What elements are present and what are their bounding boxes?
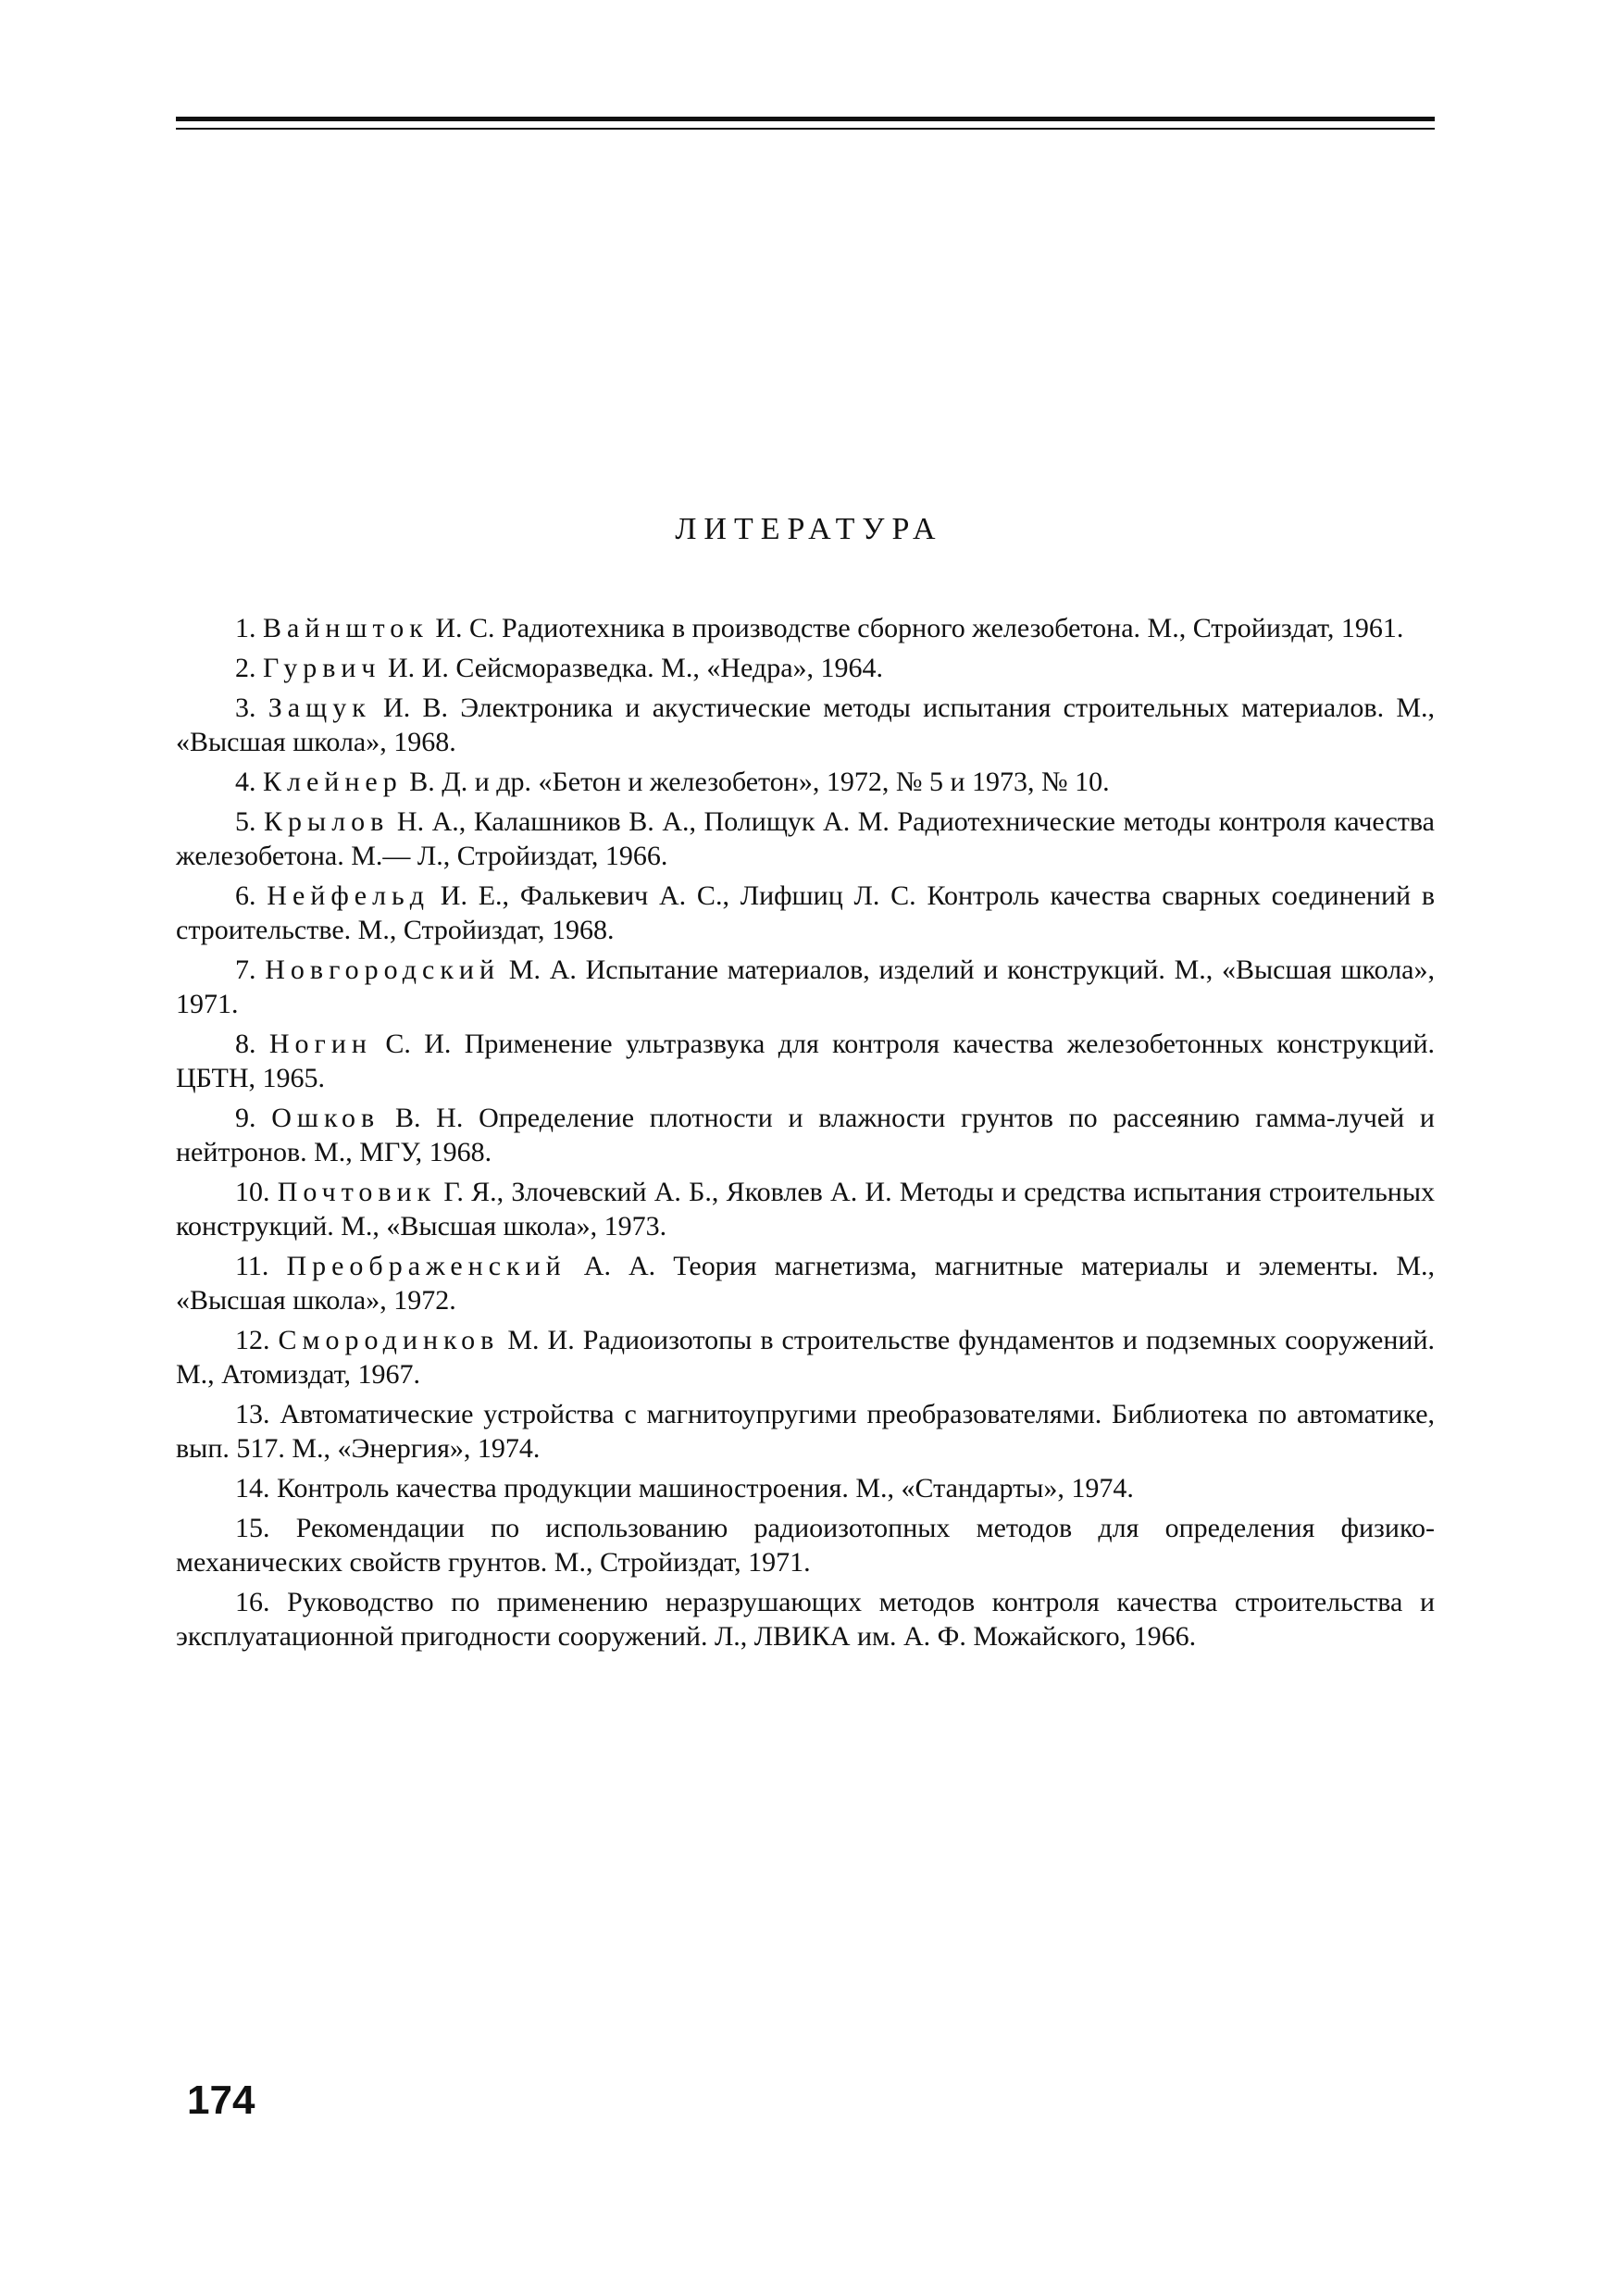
reference-author: Ошков <box>271 1103 380 1133</box>
reference-author: Нейфельд <box>267 880 429 911</box>
top-rule-thin <box>176 128 1435 130</box>
reference-item <box>176 1397 1435 1466</box>
reference-text: И. В. Электроника и акустические методы испытания строительных материалов. М., «Высшая школа», 1968. <box>176 693 1435 757</box>
reference-author: Крылов <box>264 806 390 837</box>
reference-item <box>176 953 1435 1021</box>
reference-item <box>176 651 1435 685</box>
reference-author: Новгородский <box>265 955 501 985</box>
reference-number: 4. <box>235 767 256 797</box>
reference-author: Смородинков <box>278 1325 500 1355</box>
reference-item <box>176 879 1435 947</box>
reference-author: Защук <box>268 693 371 723</box>
reference-item <box>176 1027 1435 1095</box>
reference-number: 10. <box>235 1177 270 1207</box>
reference-item <box>176 1511 1435 1579</box>
reference-text: Руководство по применению неразрушающих методов контроля качества строительства и эксплуатационной пригодности сооружений. Л., ЛВИКА им. А. Ф. Можайского, 1966. <box>176 1587 1435 1652</box>
reference-author: Почтовик <box>277 1177 437 1207</box>
reference-text: Контроль качества продукции машиностроения. М., «Стандарты», 1974. <box>277 1473 1134 1504</box>
reference-text: В. Н. Определение плотности и влажности грунтов по рассеянию гамма-лучей и нейтронов. М., МГУ, 1968. <box>176 1103 1435 1167</box>
reference-author: Ногин <box>268 1029 372 1059</box>
reference-number: 12. <box>235 1325 270 1355</box>
reference-number: 6. <box>235 880 256 911</box>
reference-item <box>176 1323 1435 1391</box>
reference-item <box>176 1585 1435 1653</box>
reference-number: 5. <box>235 806 256 837</box>
reference-number: 11. <box>235 1251 269 1281</box>
reference-text: Н. А., Калашников В. А., Полищук А. М. Радиотехнические методы контроля качества железобетона. М.— Л., Стройиздат, 1966. <box>176 806 1435 871</box>
reference-text: Автоматические устройства с магнитоупругими преобразователями. Библиотека по автоматике, вып. 517. М., «Энергия», 1974. <box>176 1399 1436 1464</box>
reference-text: И. Е., Фалькевич А. С., Лифшиц Л. С. Контроль качества сварных соединений в строительстве. М., Стройиздат, 1968. <box>176 880 1435 945</box>
reference-item <box>176 1175 1435 1243</box>
reference-number: 1. <box>235 613 256 643</box>
reference-number: 9. <box>235 1103 256 1133</box>
reference-author: Преображенский <box>286 1251 566 1281</box>
top-rule-thick <box>176 117 1435 121</box>
reference-item <box>176 765 1435 799</box>
reference-list <box>176 611 1435 1659</box>
page-number: 174 <box>187 2078 255 2123</box>
reference-item <box>176 691 1435 759</box>
reference-text: Рекомендации по использованию радиоизотопных методов для определения физико-механических свойств грунтов. М., Стройиздат, 1971. <box>176 1513 1436 1578</box>
reference-item <box>176 1471 1435 1505</box>
reference-item <box>176 1101 1435 1169</box>
reference-number: 15. <box>235 1513 270 1543</box>
reference-text: И. И. Сейсморазведка. М., «Недра», 1964. <box>380 653 884 683</box>
reference-author: Вайншток <box>263 613 429 643</box>
reference-text: А. А. Теория магнетизма, магнитные материалы и элементы. М., «Высшая школа», 1972. <box>176 1251 1435 1316</box>
reference-text: М. А. Испытание материалов, изделий и конструкций. М., «Высшая школа», 1971. <box>176 955 1435 1019</box>
reference-item <box>176 805 1435 873</box>
reference-item <box>176 611 1435 645</box>
reference-number: 13. <box>235 1399 270 1429</box>
reference-author: Гурвич <box>263 653 381 683</box>
reference-number: 3. <box>235 693 256 723</box>
reference-item <box>176 1249 1435 1317</box>
reference-number: 8. <box>235 1029 256 1059</box>
reference-number: 7. <box>235 955 256 985</box>
section-heading: ЛИТЕРАТУРА <box>675 512 943 546</box>
reference-number: 16. <box>235 1587 270 1617</box>
reference-text: Г. Я., Злочевский А. Б., Яковлев А. И. Методы и средства испытания строительных конструкций. М., «Высшая школа», 1973. <box>176 1177 1436 1242</box>
reference-number: 14. <box>235 1473 270 1504</box>
reference-text: М. И. Радиоизотопы в строительстве фундаментов и подземных сооружений. М., Атомиздат, 1967. <box>176 1325 1436 1390</box>
reference-text: С. И. Применение ультразвука для контроля качества железобетонных конструкций. ЦБТН, 1965. <box>176 1029 1435 1093</box>
reference-text: В. Д. и др. «Бетон и железобетон», 1972, № 5 и 1973, № 10. <box>402 767 1110 797</box>
reference-number: 2. <box>235 653 256 683</box>
reference-author: Клейнер <box>263 767 403 797</box>
reference-text: И. С. Радиотехника в производстве сборного железобетона. М., Стройиздат, 1961. <box>428 613 1404 643</box>
